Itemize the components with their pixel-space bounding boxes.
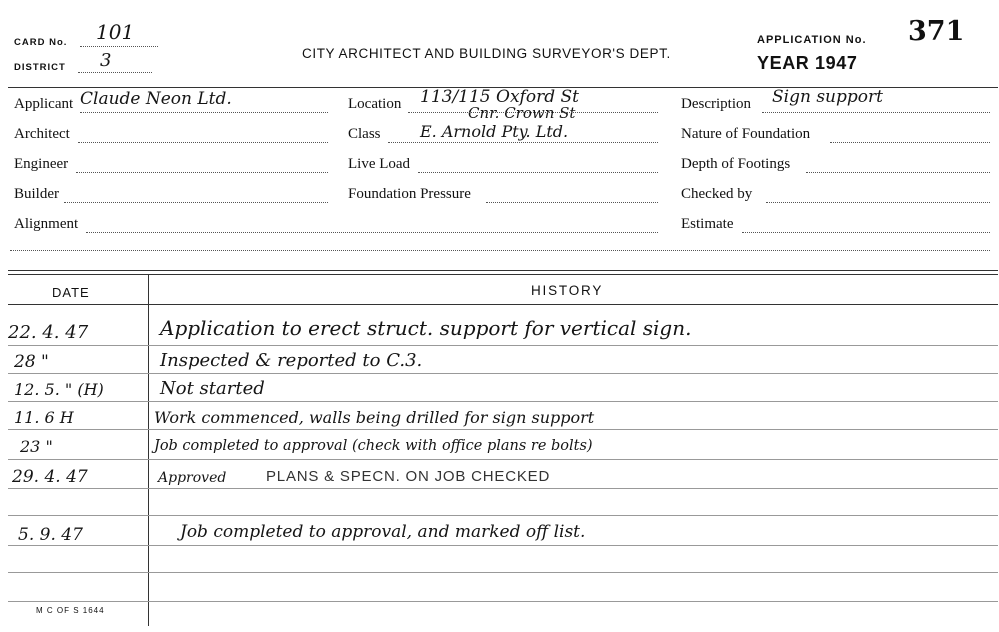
district-value: 3 [100, 50, 112, 71]
history-entry: Approved [158, 470, 227, 486]
ruled-line [8, 345, 998, 346]
applicant-label: Applicant [14, 96, 74, 112]
engineer-line [76, 172, 328, 173]
foundation-pressure-line [486, 202, 658, 203]
district-label: DISTRICT [14, 62, 66, 73]
engineer-label: Engineer [14, 156, 69, 172]
description-line [762, 112, 990, 113]
history-date: 11. 6 H [14, 408, 74, 427]
checked-by-line [766, 202, 990, 203]
table-top-rule [8, 270, 998, 271]
depth-of-footings-label: Depth of Footings [681, 156, 791, 172]
date-column-divider [148, 274, 149, 626]
estimate-label: Estimate [681, 216, 734, 232]
location-value-line2: Cnr. Crown St [468, 104, 576, 122]
department-title: CITY ARCHITECT AND BUILDING SURVEYOR'S DEPT. [302, 46, 671, 61]
year-label: YEAR 1947 [757, 53, 858, 73]
nature-of-foundation-line [830, 142, 990, 143]
live-load-line [418, 172, 658, 173]
ruled-line [8, 459, 998, 460]
form-code: M C OF S 1644 [36, 606, 105, 615]
card-number-value: 101 [96, 20, 135, 44]
ruled-line [8, 488, 998, 489]
location-line [408, 112, 658, 113]
application-number-label: APPLICATION No. [757, 34, 867, 46]
architect-label: Architect [14, 126, 70, 142]
description-value: Sign support [772, 87, 883, 107]
builder-line [64, 202, 328, 203]
history-date: 22. 4. 47 [8, 322, 89, 343]
checked-by-label: Checked by [681, 186, 753, 202]
location-value-line1: 113/115 Oxford St [420, 87, 579, 107]
history-entry: Application to erect struct. support for vertical sign. [160, 316, 692, 340]
ruled-line [8, 572, 998, 573]
history-entry: Work commenced, walls being drilled for sign support [154, 408, 595, 427]
ruled-line [8, 545, 998, 546]
class-line [388, 142, 658, 143]
ruled-line [8, 601, 998, 602]
alignment-line [86, 232, 658, 233]
table-header-rule [8, 304, 998, 305]
table-top-rule-2 [8, 274, 998, 275]
ruled-line [8, 429, 998, 430]
foundation-pressure-label: Foundation Pressure [348, 186, 471, 202]
location-label: Location [348, 96, 402, 112]
blank-line [10, 250, 990, 251]
history-date: 12. 5. " (H) [14, 380, 104, 399]
live-load-label: Live Load [348, 156, 411, 172]
history-stamp: PLANS & SPECN. ON JOB CHECKED [266, 468, 551, 485]
history-date: 5. 9. 47 [18, 525, 83, 545]
architect-line [78, 142, 328, 143]
history-date: 23 " [20, 437, 53, 456]
class-value: E. Arnold Pty. Ltd. [420, 122, 569, 141]
history-date: 28 " [14, 352, 49, 372]
estimate-line [742, 232, 990, 233]
history-entry: Job completed to approval, and marked off list. [180, 522, 586, 542]
description-label: Description [681, 96, 751, 112]
builder-label: Builder [14, 186, 59, 202]
application-number: 371 [908, 16, 965, 47]
depth-of-footings-line [806, 172, 990, 173]
history-entry: Inspected & reported to C.3. [160, 350, 423, 371]
nature-of-foundation-label: Nature of Foundation [681, 126, 811, 142]
district-line [78, 72, 152, 73]
class-label: Class [348, 126, 381, 142]
card-number-label: CARD No. [14, 37, 68, 48]
alignment-label: Alignment [14, 216, 79, 232]
date-column-header: DATE [52, 285, 90, 300]
applicant-line [80, 112, 328, 113]
history-entry: Not started [160, 378, 265, 399]
history-column-header: HISTORY [531, 283, 604, 298]
card-number-line [80, 46, 158, 47]
ruled-line [8, 401, 998, 402]
history-date: 29. 4. 47 [12, 467, 88, 487]
ruled-line [8, 515, 998, 516]
history-entry: Job completed to approval (check with office plans re bolts) [154, 438, 593, 454]
applicant-value: Claude Neon Ltd. [80, 89, 232, 109]
ruled-line [8, 373, 998, 374]
